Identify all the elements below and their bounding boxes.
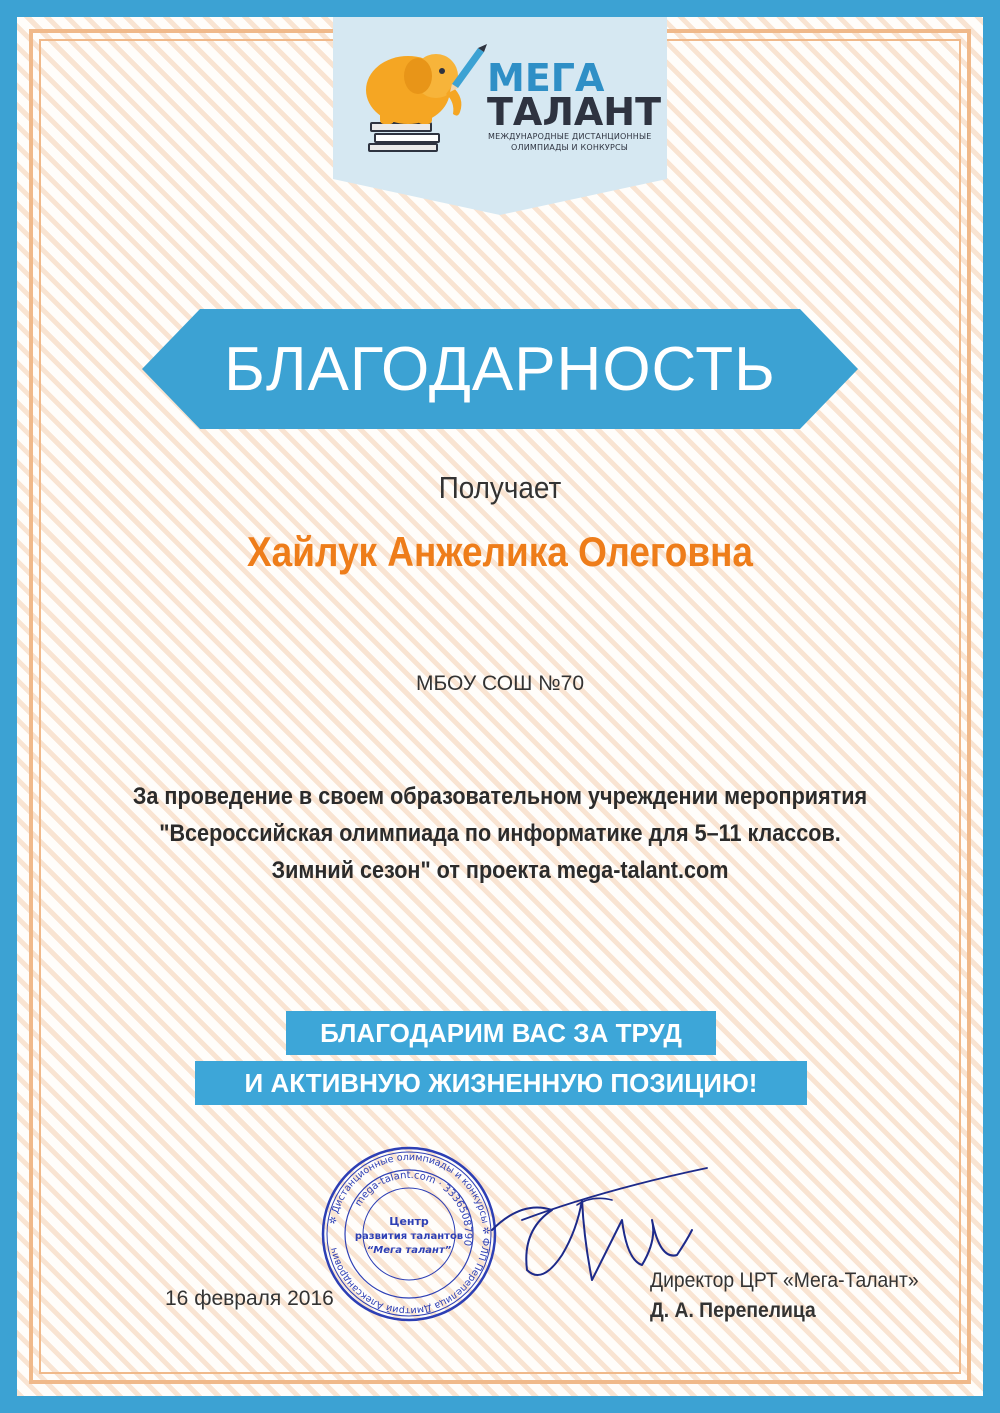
logo-subtitle-line2: ОЛИМПИАДЫ И КОНКУРСЫ: [511, 143, 629, 152]
director-title: Директор ЦРТ «Мега-Талант»: [650, 1269, 919, 1292]
stamp-center-line2: развития талантов: [354, 1231, 464, 1242]
thanks-banner-line2: И АКТИВНУЮ ЖИЗНЕННУЮ ПОЗИЦИЮ!: [195, 1061, 807, 1105]
reason-line: За проведение в своем образовательном учреждении мероприятия: [132, 783, 868, 810]
elephant-with-pencil-icon: [360, 38, 490, 153]
issue-date: 16 февраля 2016: [165, 1287, 334, 1310]
recipient-name: Хайлук Анжелика Олеговна: [247, 528, 753, 575]
director-name: Д. А. Перепелица: [650, 1299, 816, 1322]
logo-subtitle-line1: МЕЖДУНАРОДНЫЕ ДИСТАНЦИОННЫЕ: [488, 132, 652, 141]
stamp-outer-text: ✲ Дистанционные олимпиады и конкурсы ✲ ФЛП Перепелица Дмитрий Александрович: [327, 1151, 492, 1317]
stamp-center-line3: “Мега талант”: [366, 1245, 452, 1256]
award-reason: [0, 778, 1000, 889]
reason-line: Зимний сезон" от проекта mega-talant.com: [271, 857, 729, 884]
certificate-heading: БЛАГОДАРНОСТЬ: [224, 334, 776, 404]
stamp-inner-text: mega-talant.com · 3336508790: [353, 1169, 474, 1247]
logo-title-talant: ТАЛАНТ: [487, 90, 662, 134]
school-name: МБОУ СОШ №70: [415, 672, 585, 695]
reason-line: "Всероссийская олимпиада по информатике для 5–11 классов.: [159, 820, 841, 847]
receives-label: Получает: [438, 470, 562, 505]
director-signature: [482, 1160, 712, 1320]
thanks-banner-line1: БЛАГОДАРИМ ВАС ЗА ТРУД: [286, 1011, 716, 1055]
stamp-center-line1: Центр: [389, 1215, 429, 1228]
logo-title-mega: МЕГА: [487, 56, 605, 100]
official-stamp: [320, 1145, 498, 1323]
